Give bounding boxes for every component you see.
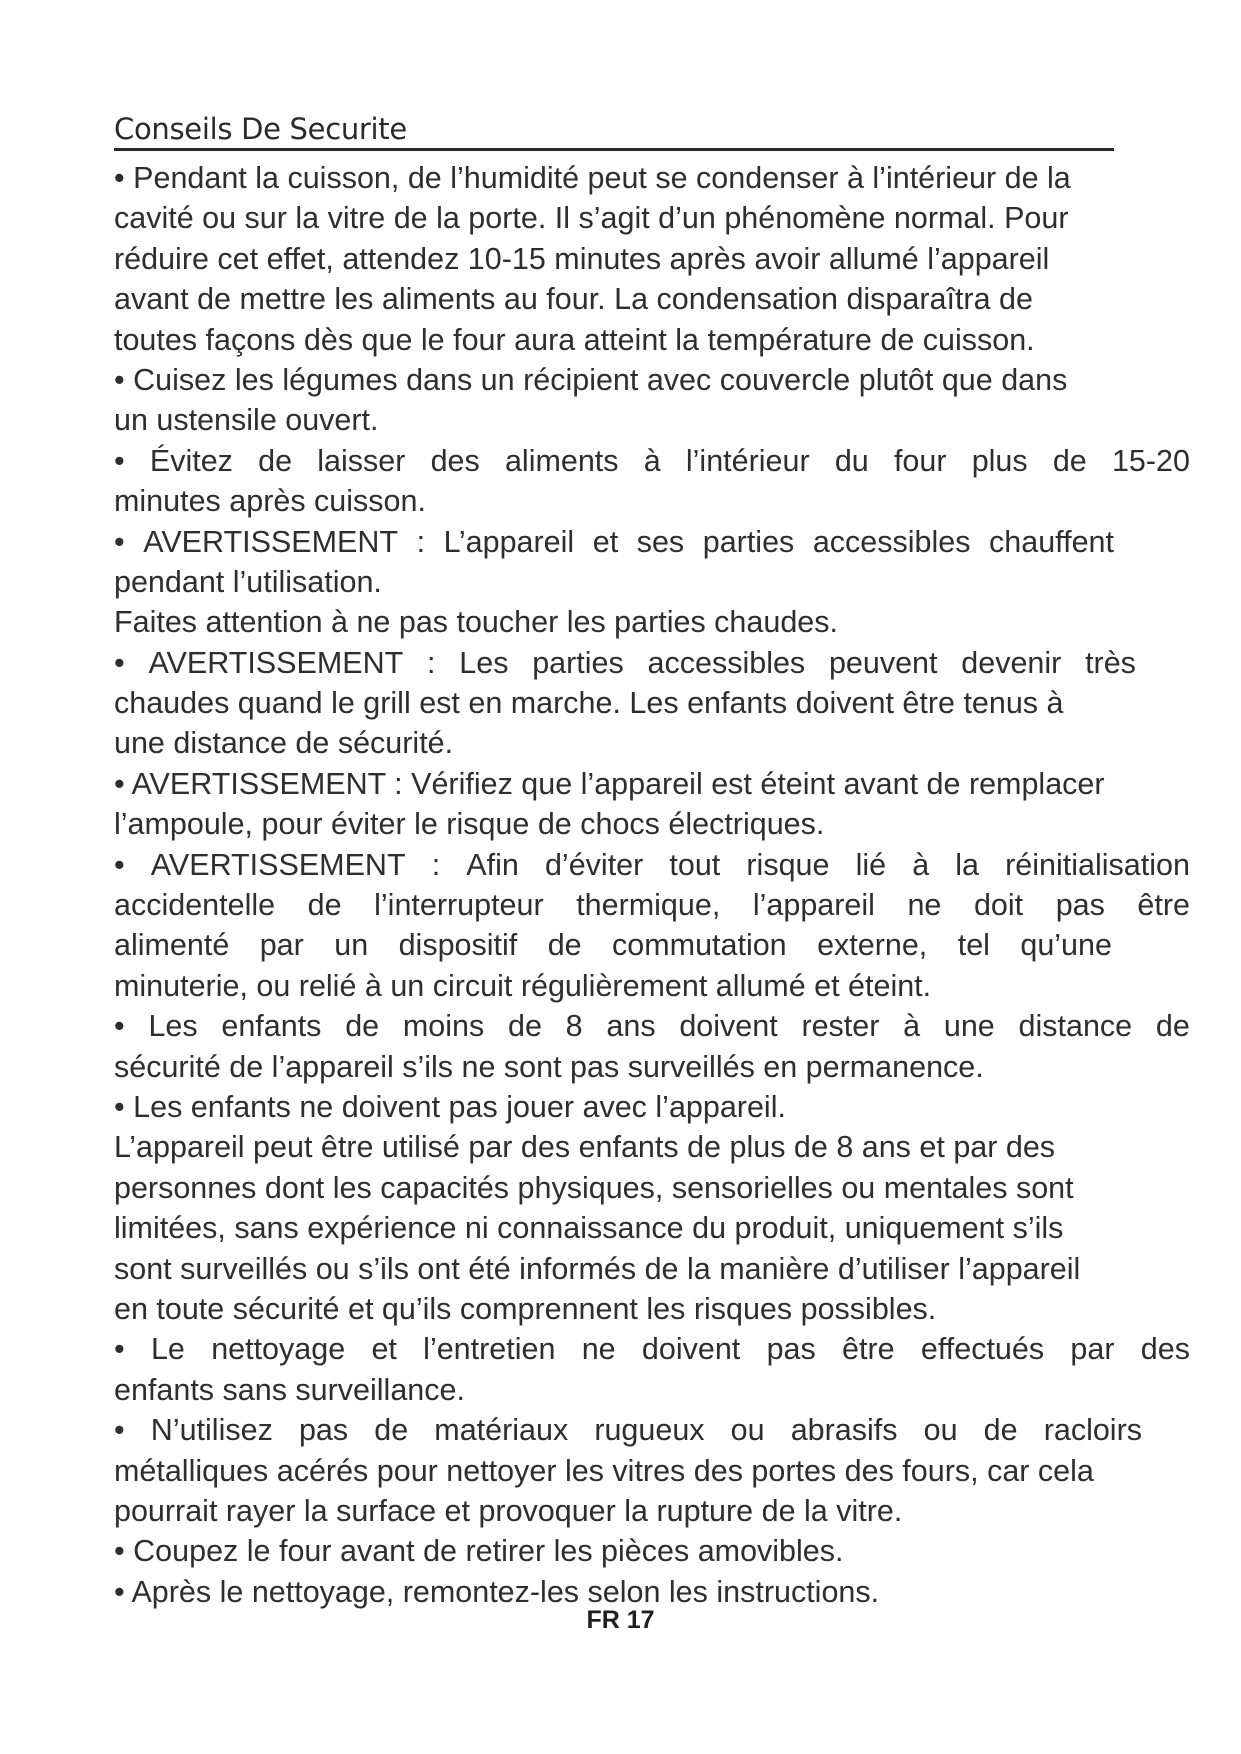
text-line: en toute sécurité et qu’ils comprennent les risques possibles.: [114, 1291, 937, 1326]
page-number: FR 17: [586, 1606, 655, 1634]
text-line: sont surveillés ou s’ils ont été informés de la manière d’utiliser l’appareil: [114, 1251, 1081, 1286]
text-line: une distance de sécurité.: [114, 726, 454, 761]
text-line: L’appareil peut être utilisé par des enfants de plus de 8 ans et par des: [114, 1130, 1056, 1165]
text-line: • Les enfants ne doivent pas jouer avec l’appareil.: [114, 1089, 786, 1124]
text-line: toutes façons dès que le four aura atteint la température de cuisson.: [114, 322, 1035, 357]
text-line: • AVERTISSEMENT : Les parties accessibles peuvent devenir très: [114, 645, 1136, 680]
text-line: l’ampoule, pour éviter le risque de chocs électriques.: [114, 807, 825, 842]
text-line: pendant l’utilisation.: [114, 564, 382, 599]
text-line: • AVERTISSEMENT : Vérifiez que l’appareil est éteint avant de remplacer: [114, 766, 1105, 801]
text-line: sécurité de l’appareil s’ils ne sont pas surveillés en permanence.: [114, 1049, 984, 1084]
text-line: réduire cet effet, attendez 10-15 minutes après avoir allumé l’appareil: [114, 241, 1050, 276]
text-line: métalliques acérés pour nettoyer les vitres des portes des fours, car cela: [114, 1453, 1094, 1488]
section-title: Conseils De Securite: [114, 112, 407, 146]
text-line: • Évitez de laisser des aliments à l’intérieur du four plus de 15-20: [114, 443, 1190, 478]
text-line: Faites attention à ne pas toucher les parties chaudes.: [114, 605, 838, 640]
text-line: cavité ou sur la vitre de la porte. Il s’agit d’un phénomène normal. Pour: [114, 201, 1069, 236]
text-line: • Coupez le four avant de retirer les pièces amovibles.: [114, 1534, 844, 1569]
text-line: un ustensile ouvert.: [114, 403, 379, 438]
section-header: [114, 112, 1114, 151]
text-line: minuterie, ou relié à un circuit régulièrement allumé et éteint.: [114, 968, 932, 1003]
text-line: • AVERTISSEMENT : Afin d’éviter tout risque lié à la réinitialisation: [114, 847, 1190, 882]
text-line: personnes dont les capacités physiques, sensorielles ou mentales sont: [114, 1170, 1074, 1205]
text-line: • Cuisez les légumes dans un récipient avec couvercle plutôt que dans: [114, 362, 1068, 397]
text-line: • Le nettoyage et l’entretien ne doivent pas être effectués par des: [114, 1332, 1190, 1367]
text-line: • Pendant la cuisson, de l’humidité peut se condenser à l’intérieur de la: [114, 161, 1071, 195]
safety-text-body: [114, 158, 1194, 1612]
text-line: minutes après cuisson.: [114, 484, 426, 519]
text-line: alimenté par un dispositif de commutation externe, tel qu’une: [114, 928, 1112, 963]
text-line: • Après le nettoyage, remontez-les selon les instructions.: [114, 1574, 880, 1609]
text-line: chaudes quand le grill est en marche. Les enfants doivent être tenus à: [114, 686, 1064, 721]
text-line: • AVERTISSEMENT : L’appareil et ses parties accessibles chauffent: [114, 524, 1114, 559]
text-line: avant de mettre les aliments au four. La condensation disparaîtra de: [114, 282, 1033, 317]
text-line: enfants sans surveillance.: [114, 1372, 465, 1407]
text-line: accidentelle de l’interrupteur thermique, l’appareil ne doit pas être: [114, 888, 1190, 923]
text-line: • Les enfants de moins de 8 ans doivent rester à une distance de: [114, 1009, 1190, 1044]
text-line: • N’utilisez pas de matériaux rugueux ou abrasifs ou de racloirs: [114, 1413, 1142, 1448]
text-line: pourrait rayer la surface et provoquer la rupture de la vitre.: [114, 1493, 903, 1528]
text-line: limitées, sans expérience ni connaissance du produit, uniquement s’ils: [114, 1211, 1064, 1246]
